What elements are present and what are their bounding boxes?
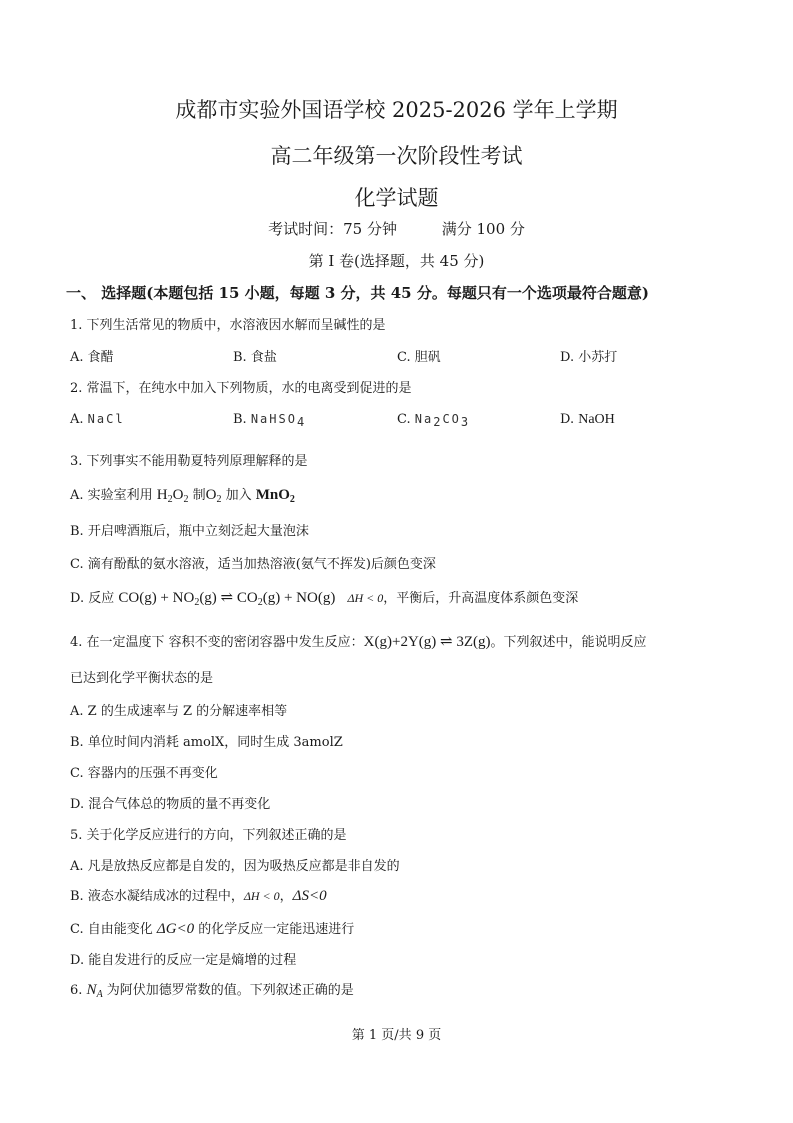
q3-stem: 3. 下列事实不能用勒夏特列原理解释的是 xyxy=(70,454,308,469)
subject-title: 化学试题 xyxy=(354,186,439,210)
q4-stem-post: 。下列叙述中，能说明反应 xyxy=(490,635,647,650)
q2-option-d-formula: NaOH xyxy=(578,412,615,427)
q3-option-a xyxy=(70,484,295,504)
exam-time: 考试时间：75 分钟 xyxy=(268,220,397,238)
q5-option-c xyxy=(70,918,354,938)
school-title: 成都市实验外国语学校 2025-2026 学年上学期 xyxy=(175,98,618,122)
q2-stem: 2. 常温下，在纯水中加入下列物质，水的电离受到促进的是 xyxy=(70,381,412,396)
q6-number: 6. xyxy=(70,983,87,998)
q3-equation: $CO(g) + NO_2(g)$ ⇌ $CO_2(g) + NO(g)$ xyxy=(118,590,336,608)
q6-stem xyxy=(70,979,354,999)
q2-option-c-sub2: 3 xyxy=(460,415,471,429)
q1-stem: 1. 下列生活常见的物质中，水溶液因水解而呈碱性的是 xyxy=(70,318,386,333)
q3-formula-mno2: MnO$_2$ xyxy=(255,487,295,505)
q3-option-d xyxy=(70,587,578,607)
q5-delta-h: ΔH < 0 xyxy=(243,889,280,903)
q4-stem xyxy=(70,631,647,651)
q5-option-b-text: B. 液态水凝结成冰的过程中， xyxy=(70,889,244,904)
q3-option-a-mid: 制 xyxy=(188,488,206,503)
exam-score: 满分 100 分 xyxy=(441,220,525,238)
q2-option-c-sub1: 2 xyxy=(433,415,443,429)
exam-info xyxy=(0,218,793,239)
q2-option-c-mid: CO xyxy=(442,412,461,426)
page-footer: 第 1 页/共 9 页 xyxy=(351,1028,442,1043)
q4-option-a: A. Z 的生成速率与 Z 的分解速率相等 xyxy=(70,704,288,719)
q2-option-c-label: C. xyxy=(397,412,411,427)
q2-option-b-formula: NaHSO xyxy=(250,412,297,426)
q5-option-b xyxy=(70,885,327,905)
q5-sep: ， xyxy=(279,889,293,904)
q3-option-a-mid2: 加入 xyxy=(221,488,256,503)
q3-option-d-text: D. 反应 xyxy=(70,591,119,606)
q5-option-c-text: C. 自由能变化 xyxy=(70,922,157,937)
q5-delta-s: ΔS<0 xyxy=(292,888,327,904)
q5-option-d: D. 能自发进行的反应一定是熵增的过程 xyxy=(70,953,297,968)
q1-option-b: B. 食盐 xyxy=(233,350,277,365)
q2-option-b xyxy=(233,412,306,427)
q4-option-d: D. 混合气体总的物质的量不再变化 xyxy=(70,797,271,812)
q4-stem-text: 4. 在一定温度下 容积不变的密闭容器中发生反应： xyxy=(70,635,364,650)
q2-option-a-formula: NaCl xyxy=(87,412,125,426)
q5-option-a: A. 凡是放热反应都是自发的，因为吸热反应都是非自发的 xyxy=(70,859,400,874)
q2-option-c xyxy=(397,412,470,427)
q6-na: $N_A$ xyxy=(86,982,103,1000)
q3-option-c: C. 滴有酚酞的氨水溶液，适当加热溶液(氨气不挥发)后颜色变深 xyxy=(70,557,436,572)
q6-stem-text: 为阿伏加德罗常数的值。下列叙述正确的是 xyxy=(102,983,354,998)
q3-formula-o2: $O_2$ xyxy=(205,487,222,505)
q3-delta-h: ΔH < 0 xyxy=(347,591,384,605)
grade-title: 高二年级第一次阶段性考试 xyxy=(270,144,523,168)
q3-option-b: B. 开启啤酒瓶后，瓶中立刻泛起大量泡沫 xyxy=(70,524,309,539)
q4-stem-line2: 已达到化学平衡状态的是 xyxy=(70,671,214,686)
volume-title: 第 I 卷(选择题，共 45 分) xyxy=(308,252,485,270)
q5-stem: 5. 关于化学反应进行的方向，下列叙述正确的是 xyxy=(70,828,347,843)
q1-option-c: C. 胆矾 xyxy=(397,350,441,365)
q4-option-c: C. 容器内的压强不再变化 xyxy=(70,766,218,781)
q3-option-d-post: ，平衡后，升高温度体系颜色变深 xyxy=(383,591,579,606)
q1-option-a: A. 食醋 xyxy=(70,350,114,365)
q4-option-b: B. 单位时间内消耗 amolX，同时生成 3amolZ xyxy=(70,735,343,750)
q2-option-a xyxy=(70,412,125,427)
q2-option-a-label: A. xyxy=(70,412,84,427)
q2-option-b-sub: 4 xyxy=(296,415,307,429)
q3-formula-h2o2: $H_2O_2$ xyxy=(156,487,189,505)
q4-equation: X(g)+2Y(g) ⇌ 3Z(g) xyxy=(363,634,491,650)
q3-option-a-text: A. 实验室利用 xyxy=(70,488,153,503)
q2-option-d-label: D. xyxy=(560,412,575,427)
q2-option-b-label: B. xyxy=(233,412,247,427)
q5-delta-g: ΔG<0 xyxy=(156,921,195,937)
q2-option-d xyxy=(560,412,615,428)
q1-option-d: D. 小苏打 xyxy=(560,350,618,365)
section-title: 一、 选择题(本题包括 15 小题，每题 3 分，共 45 分。每题只有一个选项最符合题意) xyxy=(66,284,649,302)
q5-option-c-post: 的化学反应一定能迅速进行 xyxy=(194,922,355,937)
q2-option-c-formula: Na xyxy=(414,412,434,426)
